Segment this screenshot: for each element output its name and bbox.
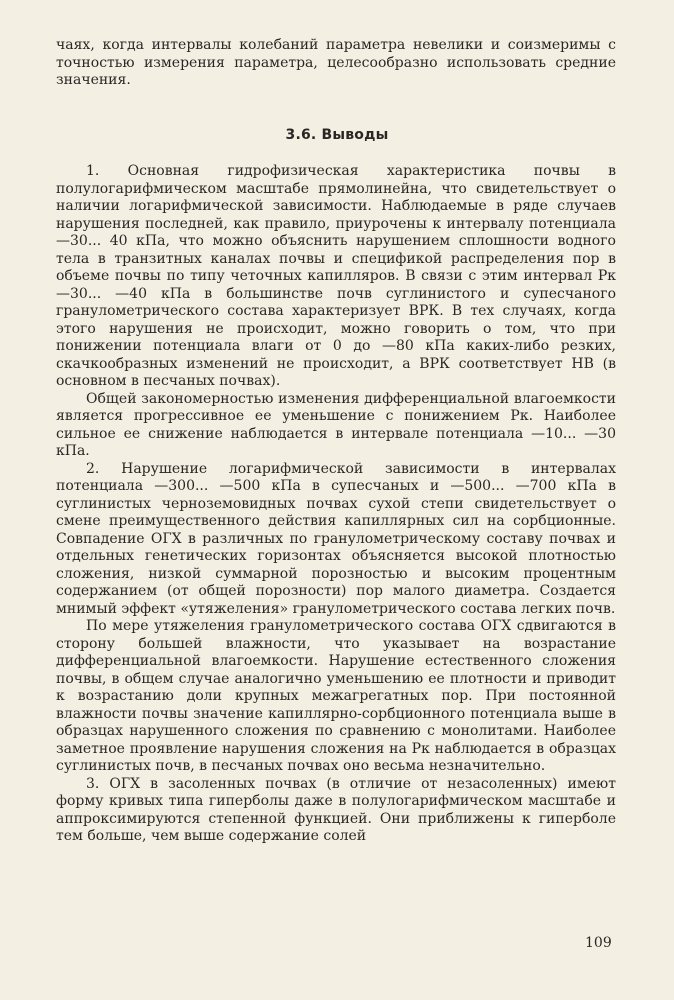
intro-text: чаях, когда интервалы колебаний параметра невелики и соизмеримы с точностью измерения параметра, целесообразно использовать средние значения. [56,37,616,88]
paragraph-2: Общей закономерностью изменения дифференциальной влагоемкости является прогрессивное ее уменьшение с понижением Pк. Наиболее сильное ее снижение наблюдается в интервале потенциала —10... —30 кПа. [56,390,616,459]
conclusions-body [56,163,616,846]
paragraph-1: 1. Основная гидрофизическая характеристика почвы в полулогарифмическом масштабе прямолинейна, что свидетельствует о наличии логарифмической зависимости. Наблюдаемые в ряде случаев нарушения последней, как правило, приурочены к интервалу потенциала —30... 40 кПа, что можно объяснить нарушением сплошности водного тела в транзитных каналах почвы и спецификой распределения пор в объеме почвы по типу четочных капилляров. В связи с этим интервал Pк —30... —40 кПа в большинстве почв суглинистого и супесчаного гранулометрического состава характеризует ВРК. В тех случаях, когда этого нарушения не происходит, можно говорить о том, что при понижении потенциала влаги от 0 до —80 кПа каких-либо резких, скачкообразных изменений не происходит, а ВРК соответствует НВ (в основном в песчаных почвах). [56,163,616,389]
section-heading: 3.6. Выводы [285,127,389,143]
page-number: 109 [585,935,612,951]
continuation-paragraph [56,37,616,90]
paragraph-3: 2. Нарушение логарифмической зависимости в интервалах потенциала —300... —500 кПа в супесчаных и —500... —700 кПа в суглинистых черноземовидных почвах сухой степи свидетельствует о смене преимущественного действия капиллярных сил на сорбционные. Совпадение ОГХ в различных по гранулометрическому составу почвах и отдельных генетических горизонтах объясняется высокой плотностью сложения, низкой суммарной порозностью и высоким процентным содержанием (от общей порозности) пор малого диаметра. Создается мнимый эффект «утяжеления» гранулометрического состава легких почв. [56,460,616,617]
paragraph-4: По мере утяжеления гранулометрического состава ОГХ сдвигаются в сторону большей влажности, что указывает на возрастание дифференциальной влагоемкости. Нарушение естественного сложения почвы, в общем случае аналогично уменьшению ее плотности и приводит к возрастанию доли крупных межагрегатных пор. При постоянной влажности почвы значение капиллярно-сорбционного потенциала выше в образцах нарушенного сложения по сравнению с монолитами. Наиболее заметное проявление нарушения сложения на Pк наблюдается в образцах суглинистых почв, в песчаных почвах оно весьма незначительно. [56,618,616,774]
paragraph-5: 3. ОГХ в засоленных почвах (в отличие от незасоленных) имеют форму кривых типа гиперболы даже в полулогарифмическом масштабе и аппроксимируются степенной функцией. Они приближены к гиперболе тем больше, чем выше содержание солей [56,775,616,844]
